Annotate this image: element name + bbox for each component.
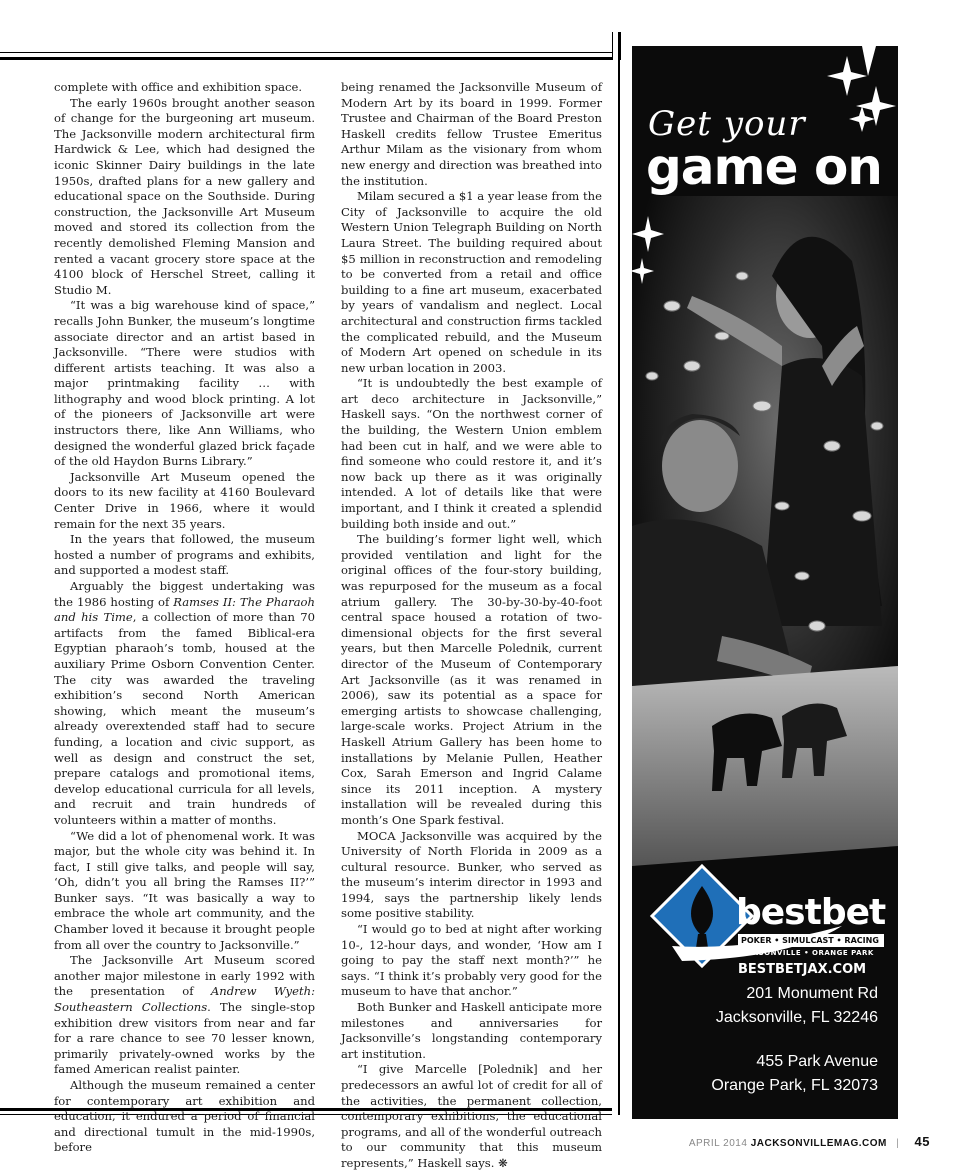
address-block-2 (711, 1050, 878, 1098)
paragraph: complete with office and exhibition space. (54, 80, 303, 94)
text-run: , a collection of more than 70 artifacts from the famed Biblical-era Egyptian pharaoh’s tomb, housed at the auxiliary Prime Osborn Convention Center. The city was awarded the traveling exhibition’s second North American showing, which meant the museum’s already overextended staff had to secure funding, a location and civic support, as well as design and construct the set, prepare catalogs and promotional items, develop educational curricula for all levels, and recruit and train hundreds of volunteers within a matter of months. (54, 610, 315, 827)
paragraph: “We did a lot of phenomenal work. It was major, but the whole city was behind it. In fact, I still give talks, and people will say, ‘Oh, didn’t you all bring the Ramses II?’” Bunker says. “It was basically a way to embrace the whole art community, and the Chamber loved it because it brought people from all over the country to Jacksonville.” (54, 828, 315, 952)
top-rule-vertical (612, 32, 613, 60)
ad-headline: game on (646, 138, 882, 196)
ad-photo-illustration (632, 46, 898, 1119)
end-mark-icon: ❋ (498, 1155, 508, 1170)
paragraph: In the years that followed, the museum hosted a number of programs and exhibits, and supported a modest staff. (54, 532, 315, 578)
paragraph (54, 579, 315, 829)
top-rule (0, 52, 612, 53)
article-column-1 (54, 80, 315, 1156)
article-column-2 (341, 80, 602, 1172)
brand-url-link[interactable]: BESTBETJAX.COM (738, 962, 867, 977)
address-line: Orange Park, FL 32073 (711, 1077, 878, 1094)
site-name[interactable]: JACKSONVILLEMAG.COM (750, 1138, 887, 1149)
top-rule-vertical-2 (618, 32, 621, 60)
paragraph (341, 1062, 602, 1171)
paragraph: “It was a big warehouse kind of space,” recalls John Bunker, the museum’s longtime associate director and an artist based in Jacksonville. “There were studios with different artists teaching. It was also a major printmaking facility … with lithography and wood block printing. A lot of the pioneers of Jacksonville art were instructors there, like Ann Williams, who designed the wonderful glazed brick façade of the old Haydon Burns Library.” (54, 298, 315, 469)
paragraph: Milam secured a $1 a year lease from the City of Jacksonville to acquire the old Western Union Telegraph Building on North Laura Street. The building required about $5 million in reconstruction and remodeling to be converted from a retail and office building to a fine art museum, exacerbated by years of vandalism and neglect. Local architectural and construction firms tackled the complicated rebuild, and the Museum of Modern Art opened on schedule in its new urban location in 2003. (341, 189, 602, 375)
brand-tagline: POKER • SIMULCAST • RACING (738, 934, 884, 947)
bestbet-advertisement[interactable] (632, 46, 898, 1119)
address-line: 455 Park Avenue (756, 1053, 878, 1070)
paragraph: Although the museum remained a center for contemporary art exhibition and education, it endured a period of financial and directional tumult in the mid-1990s, before (54, 1078, 315, 1155)
paragraph: being renamed the Jacksonville Museum of Modern Art by its board in 1999. Former Trustee and Chairman of the Board Preston Haskell credits fellow Trustee Emeritus Arthur Milam as the visionary from whom new energy and direction was breathed into the institution. (341, 80, 602, 188)
text-run: Arguably the biggest undertaking was the 1986 hosting of (54, 579, 315, 609)
exhibition-title: Andrew Wyeth: Southeastern Collections (54, 984, 315, 1015)
address-block-1 (716, 982, 878, 1030)
paragraph: The building’s former light well, which provided ventilation and light for the original offices of the four-story building, was repurposed for the museum as a focal atrium gallery. The 30-by-30-by-40-foot central space housed a rotation of two-dimensional objects for the first several years, but then Marcelle Polednik, current director of the Museum of Contemporary Art Jacksonville (as it was renamed in 2006), saw its potential as a space for emerging artists to showcase challenging, large-scale works. Project Atrium in the Haskell Atrium Gallery has been home to installations by Melanie Pullen, Heather Cox, Sarah Emerson and Ingrid Calame since its 2011 inception. A mystery installation will be revealed during this month’s One Spark festival. (341, 532, 602, 827)
text-run: The Jacksonville Art Museum scored another major milestone in early 1992 with the presentation of (54, 953, 315, 999)
text-run: . The single-stop exhibition drew visitors from near and far for a rare chance to see 70 lesser known, primarily privately-owned works by the famed American realist painter. (54, 1000, 315, 1077)
man-head (662, 420, 738, 512)
address-line: 201 Monument Rd (746, 985, 878, 1002)
exhibition-title: Ramses II: The Pharaoh and his Time (54, 594, 315, 625)
paragraph (54, 953, 315, 1078)
paragraph: MOCA Jacksonville was acquired by the University of North Florida in 2009 as a cultural resource. Bunker, who served as the museum’s interim director in 1993 and 1994, says the partnership likely lends some positive stability. (341, 828, 602, 921)
right-rule-vertical (618, 60, 620, 1115)
top-rule-thick (0, 57, 612, 60)
paragraph: “It is undoubtedly the best example of art deco architecture in Jacksonville,” Haskell says. “On the northwest corner of the building, the Western Union emblem had been cut in half, and we were able to find someone who could restore it, and it’s now back up there as it was originally intended. A lot of details like that were important, and I think it created a splendid building both inside and out.” (341, 376, 602, 531)
paragraph: “I would go to bed at night after working 10-, 12-hour days, and wonder, ‘How am I going to pay the staff next month?’” he says. “I think it’s probably very good for the museum to have that anchor.” (341, 922, 602, 999)
paragraph: Both Bunker and Haskell anticipate more milestones and anniversaries for Jacksonville’s longstanding contemporary art institution. (341, 1000, 602, 1061)
text-run: “I give Marcelle [Polednik] and her predecessors an awful lot of credit for all of the activities, the permanent collection, contemporary exhibitions, the educational programs, and all of the wonderful outreach to our community that this museum represents,” Haskell says. (341, 1062, 602, 1170)
page-footer (689, 1134, 930, 1149)
ad-script-heading: Get your (648, 104, 806, 144)
brand-logotype: bestbet (736, 892, 886, 933)
brand-locations: JACKSONVILLE • ORANGE PARK (738, 949, 874, 957)
paragraph: The early 1960s brought another season of change for the burgeoning art museum. The Jacksonville modern architectural firm Hardwick & Lee, which had designed the iconic Skinner Dairy buildings in the late 1950s, drafted plans for a new gallery and educational space on the Southside. During construction, the Jacksonville Art Museum moved and stored its collection from the recently demolished Fleming Mansion and rented a vacant grocery store space at the 4100 block of Herschel Street, calling it Studio M. (54, 95, 315, 297)
footer-divider: | (896, 1138, 900, 1149)
page-number: 45 (914, 1134, 930, 1149)
issue-date: APRIL 2014 (688, 1138, 748, 1149)
card-table (632, 666, 898, 866)
address-line: Jacksonville, FL 32246 (715, 1009, 878, 1026)
paragraph: Jacksonville Art Museum opened the doors to its new facility at 4160 Boulevard Center Drive in 1966, where it would remain for the next 35 years. (54, 469, 315, 531)
